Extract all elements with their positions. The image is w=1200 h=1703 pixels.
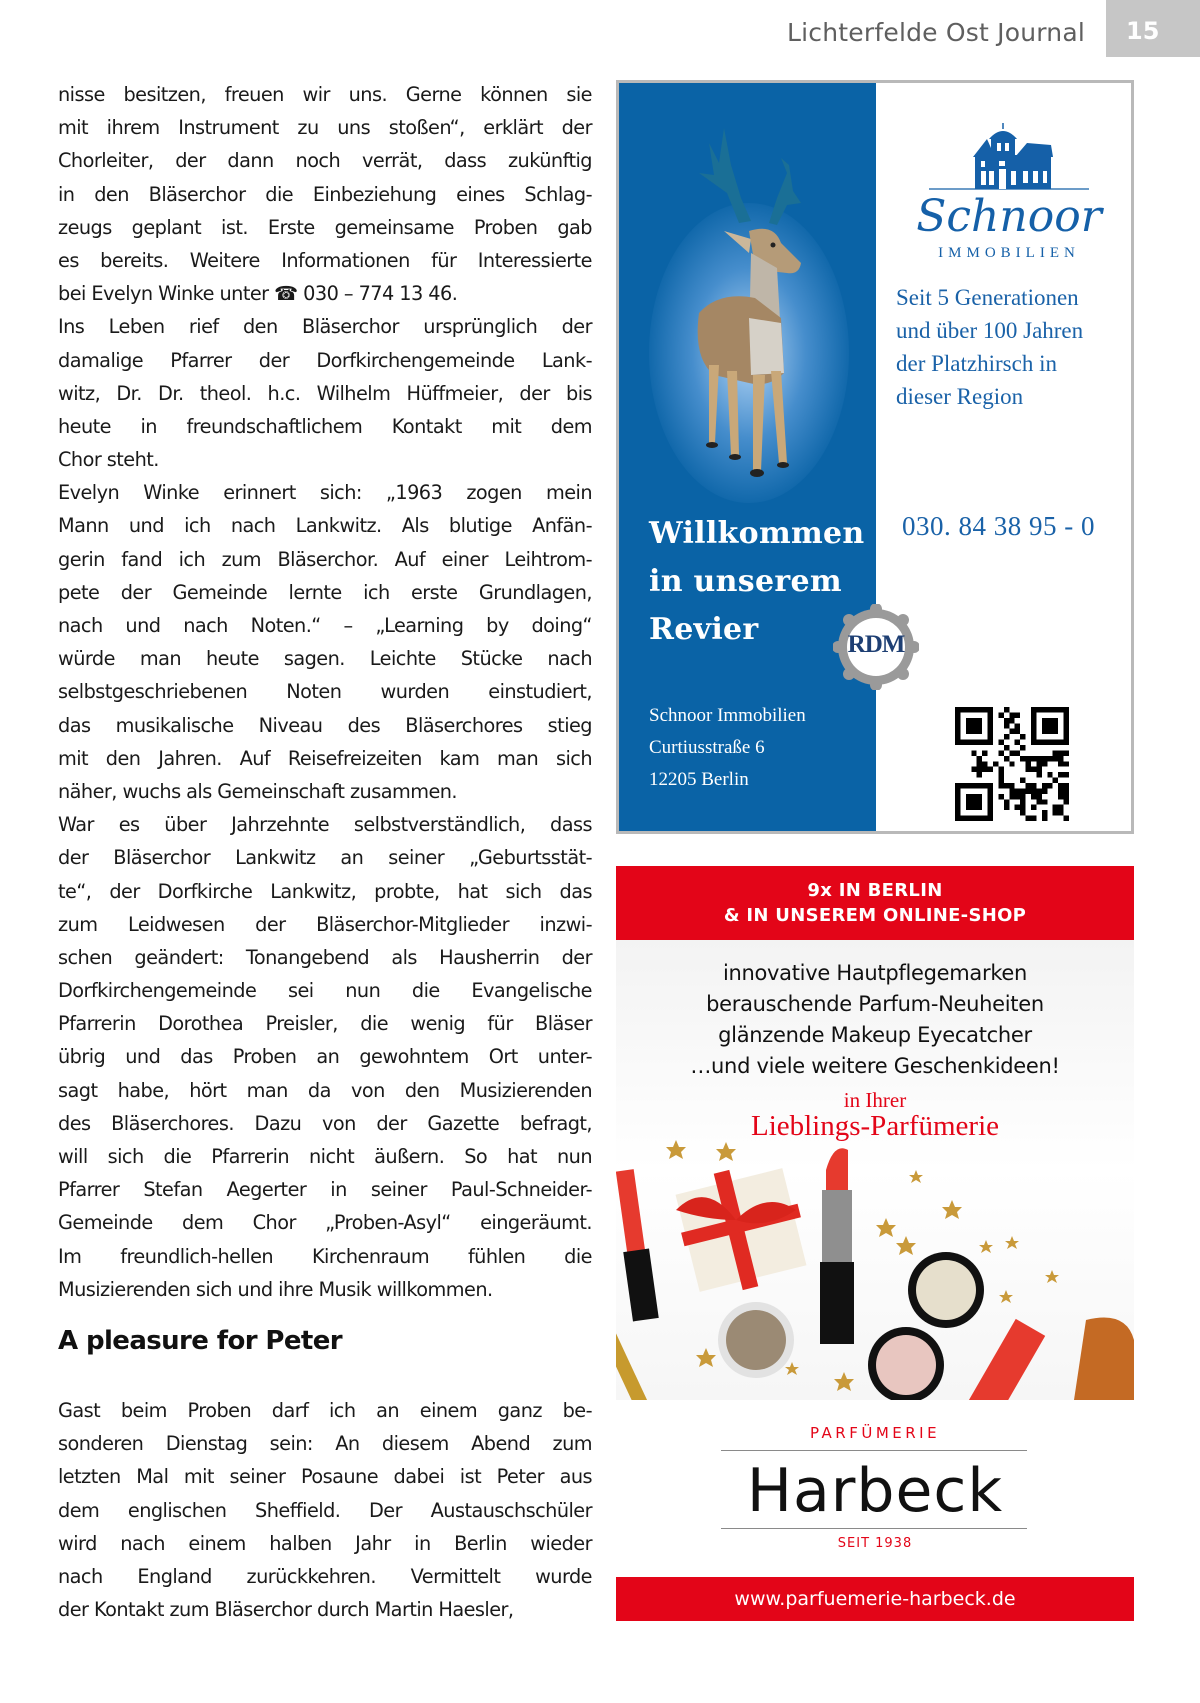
text-line: pete der Gemeinde lernte ich erste Grundlagen, [58, 580, 592, 604]
text-line: damalige Pfarrer der Dorfkirchengemeinde Lank- [58, 348, 592, 372]
text-line: te“, der Dorfkirche Lankwitz, probte, hat sich das [58, 879, 592, 903]
feature-line: …und viele weitere Geschenkideen! [690, 1054, 1060, 1078]
text-line: Mann und ich nach Lankwitz. Als blutige Anfän- [58, 514, 592, 538]
text-line: mit den Jahren. Auf Reisefreizeiten kam man sich [58, 746, 592, 770]
text-line: zeugs geplant ist. Erste gemeinsame Proben gab [58, 215, 592, 239]
brand-subtitle: IMMOBILIEN [938, 245, 1080, 261]
rdm-badge [833, 604, 919, 690]
address-line: Curtiusstraße 6 [649, 737, 765, 758]
website-link[interactable]: www.parfuemerie-harbeck.de [616, 1577, 1134, 1621]
tagline-line: der Platzhirsch in [896, 351, 1057, 376]
address-line: Schnoor Immobilien [649, 705, 806, 726]
text-line: schen geändert: Tonangebend als Hausherrin der [58, 945, 592, 969]
text-line: Musizierenden sich und ihre Musik willkommen. [58, 1277, 493, 1301]
text-line: Ins Leben rief den Bläserchor ursprünglich der [58, 315, 592, 339]
text-line: in den Bläserchor die Einbeziehung eines Schlag- [58, 182, 592, 206]
feature-line: innovative Hautpflegemarken [722, 961, 1028, 985]
feature-list [616, 958, 1134, 1082]
text-line: heute in freundschaftlichem Kontakt mit dem [58, 414, 592, 438]
text-line: gerin fand ich zum Bläserchor. Auf einer Leihtrom- [58, 547, 592, 571]
text-line: das musikalische Niveau des Bläserchores stieg [58, 713, 592, 737]
text-line: übrig und das Proben an gewohntem Ort unter- [58, 1045, 592, 1069]
welcome-line: Revier [649, 612, 759, 647]
in-ihrer-label: in Ihrer [843, 1088, 907, 1112]
deer-icon [669, 103, 839, 483]
harbeck-advertisement[interactable] [616, 866, 1134, 1650]
text-line: wird nach einem halben Jahr in Berlin wieder [58, 1531, 592, 1555]
article-body [58, 78, 592, 1306]
page-number-box [1106, 0, 1200, 57]
journal-title: Lichterfelde Ost Journal [787, 18, 1085, 47]
brand-name: Schnoor [916, 191, 1102, 242]
villa-logo-icon [929, 123, 1089, 195]
schnoor-logo [909, 123, 1109, 262]
text-line: es bereits. Weitere Informationen für Interessierte [58, 248, 592, 272]
article-body-continued [58, 1394, 592, 1626]
harbeck-logo: Harbeck [746, 1456, 1004, 1526]
text-line: sagt habe, hört man da von den Musizierenden [58, 1078, 592, 1102]
text-line: würde man heute sagen. Leichte Stücke nach [58, 647, 592, 671]
welcome-line: Willkommen [649, 516, 865, 551]
divider-bottom [721, 1528, 1027, 1529]
schnoor-blue-panel [619, 83, 876, 831]
text-line: Evelyn Winke erinnert sich: „1963 zogen mein [58, 481, 592, 505]
text-line: Gemeinde dem Chor „Proben-Asyl“ eingeräumt. [58, 1211, 592, 1235]
text-line: mit ihrem Instrument zu uns stoßen“, erklärt der [58, 116, 592, 140]
feature-line: berauschende Parfum-Neuheiten [706, 992, 1044, 1016]
schnoor-advertisement[interactable] [616, 80, 1134, 834]
feature-line: glänzende Makeup Eyecatcher [718, 1023, 1032, 1047]
text-line: näher, wuchs als Gemeinschaft zusammen. [58, 779, 458, 803]
banner-line: 9x IN BERLIN [807, 880, 943, 901]
cosmetics-photo [616, 940, 1134, 1400]
tagline-line: dieser Region [896, 384, 1024, 409]
text-line: will sich die Pfarrerin nicht äußern. So hat nun [58, 1145, 592, 1168]
welcome-line: in unserem [649, 564, 842, 599]
tagline-line: und über 100 Jahren [896, 318, 1084, 343]
address-line: 12205 Berlin [649, 769, 749, 790]
text-line: selbstgeschriebenen Noten wurden einstudiert, [58, 680, 592, 704]
text-line: der Bläserchor Lankwitz an seiner „Geburtsstät- [58, 846, 592, 870]
schnoor-address [649, 700, 806, 796]
text-line: bei Evelyn Winke unter ☎ 030 – 774 13 46. [58, 282, 458, 306]
text-line: nisse besitzen, freuen wir uns. Gerne können sie [58, 83, 592, 106]
schnoor-tagline [896, 281, 1083, 413]
since-label: SEIT 1938 [837, 1536, 913, 1551]
text-line: Pfarrerin Dorothea Preisler, die wenig für Bläser [58, 1012, 592, 1036]
text-line: dem englischen Sheffield. Der Austauschschüler [58, 1498, 592, 1522]
tagline-line: Seit 5 Generationen [896, 285, 1079, 310]
text-line: Chor steht. [58, 448, 159, 472]
lieblings-label: Lieblings-Parfümerie [750, 1110, 1000, 1142]
cosmetics-illustration [616, 1140, 1134, 1400]
qr-code[interactable] [955, 707, 1069, 821]
parfuemerie-label: PARFÜMERIE [809, 1424, 941, 1442]
text-line: Gast beim Proben darf ich an einem ganz be- [58, 1399, 592, 1422]
text-line: Chorleiter, der dann noch verrät, dass zukünftig [58, 149, 592, 173]
schnoor-phone[interactable]: 030. 84 38 95 - 0 [902, 511, 1095, 541]
section-heading: A pleasure for Peter [58, 1326, 342, 1356]
running-header [0, 0, 1200, 58]
text-line: sonderen Dienstag sein: An diesem Abend zum [58, 1432, 592, 1456]
text-line: der Kontakt zum Bläserchor durch Martin Haesler, [58, 1598, 514, 1622]
text-line: Im freundlich-hellen Kirchenraum fühlen die [58, 1244, 592, 1268]
text-line: witz, Dr. Dr. theol. h.c. Wilhelm Hüffmeier, der bis [58, 381, 592, 405]
text-line: War es über Jahrzehnte selbstverständlich, dass [58, 813, 592, 837]
divider-top [721, 1450, 1027, 1451]
text-line: letzten Mal mit seiner Posaune dabei ist Peter aus [58, 1465, 592, 1489]
rdm-label: RDM [847, 631, 905, 658]
banner-line: & IN UNSEREM ONLINE-SHOP [723, 905, 1027, 926]
locations-banner [616, 866, 1134, 940]
text-line: zum Leidwesen der Bläserchor-Mitglieder inzwi- [58, 912, 592, 936]
text-line: Pfarrer Stefan Aegerter in seiner Paul-Schneider- [58, 1178, 592, 1202]
text-line: Dorfkirchengemeinde sei nun die Evangelische [58, 979, 592, 1003]
text-line: nach und nach Noten.“ – „Learning by doing“ [58, 614, 592, 637]
text-line: nach England zurückkehren. Vermittelt wurde [58, 1564, 592, 1588]
page-number: 15 [1126, 17, 1160, 45]
text-line: des Bläserchores. Dazu von der Gazette befragt, [58, 1111, 592, 1135]
